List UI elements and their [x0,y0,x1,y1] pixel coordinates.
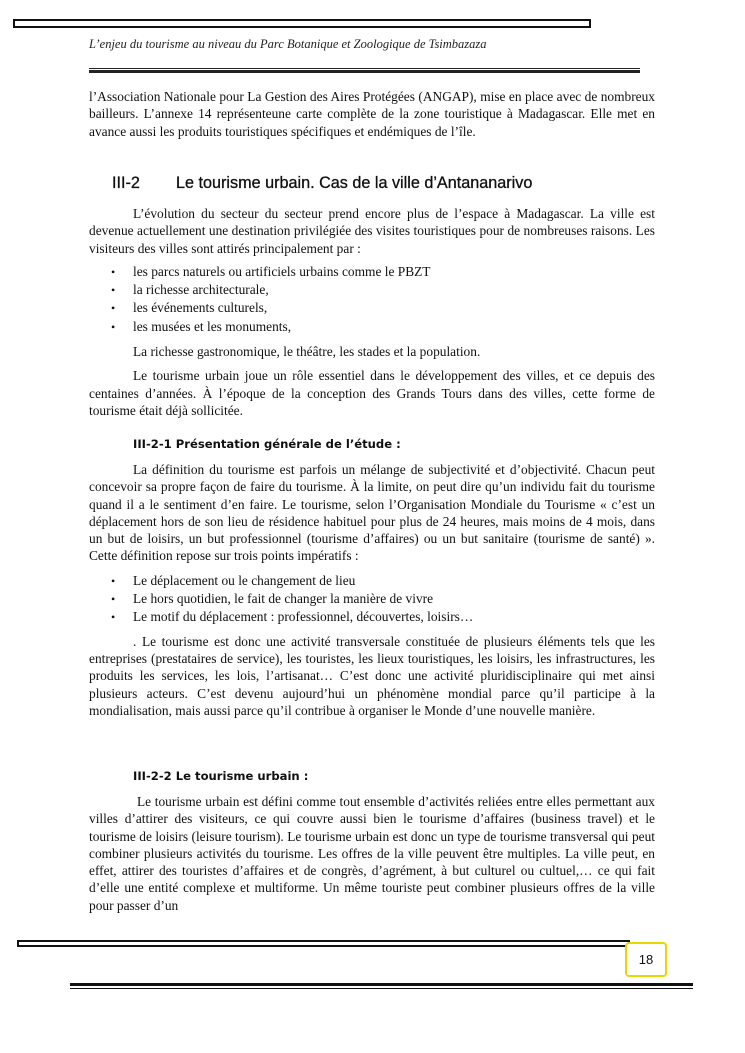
list-item: • Le motif du déplacement : professionnel, découvertes, loisirs… [89,608,655,626]
top-border-bar [13,19,591,28]
subsection-2-paragraph-1: Le tourisme urbain est défini comme tout ensemble d’activités reliées entre elles permettant aux villes d’attirer des visiteurs, ce qui couvre aussi bien le tourisme d’affaires (business travel) et le tourisme de loisirs (leisure tourism). Le tourisme urbain est donc un type de tourisme transversal qui peut combiner plusieurs activités du tourisme. Les offres de la ville peuvent être multiples. La ville peut, en effet, attirer des touristes d’affaires et de congrès, d’agrément, à but culturel ou cultuel,… ce qui fait d’elle une entité complexe et multiforme. Un même touriste peut combiner plusieurs offres de la ville pour passer d’un [89,794,655,913]
running-header: L’enjeu du tourisme au niveau du Parc Botanique et Zoologique de Tsimbazaza [89,37,487,51]
section-paragraph-2: La richesse gastronomique, le théâtre, les stades et la population. [133,344,481,360]
section-body [89,205,655,419]
bottom-border-bar [17,940,630,947]
section-title: Le tourisme urbain. Cas de la ville d’Antananarivo [176,174,533,192]
intro-paragraph: l’Association Nationale pour La Gestion des Aires Protégées (ANGAP), mise en place avec de nombreux bailleurs. L’annexe 14 représenteune carte complète de la zone touristique à Madagascar. Elle met en avance aussi les produits touristiques spécifiques et endémiques de l’île. [89,89,655,139]
section-heading [112,175,652,192]
subsection-1-paragraph-2: . Le tourisme est donc une activité transversale constituée de plusieurs éléments tels que les entreprises (prestataires de service), les touristes, les lieux touristiques, les loisirs, les infrastructures, les produits les services, les lois, l’artisanat… C’est donc une activité pluridisciplinaire qui met ainsi plusieurs acteurs. C’est devenu aujourd’hui un phénomène mondial parce qu’il participe à la mondialisation, mais aussi parce qu’il contribue à organiser le Monde d’une nouvelle manière. [89,633,655,718]
subsection-1-paragraph-1: La définition du tourisme est parfois un mélange de subjectivité et d’objectivité. Chacun peut concevoir sa propre façon de faire du tourisme. À la limite, on peut dire qu’un individu fait du tourisme quand il a le sentiment d’en faire. Le tourisme, selon l’Organisation Mondiale du Tourisme « c’est un déplacement hors de son lieu de résidence habituel pour plus de 24 heures, mais moins de 4 mois, dans un but de loisirs, un but professionnel (tourisme d’affaires) ou un but sanitaire (tourisme de santé) ». Cette définition repose sur trois points impératifs : [89,462,655,564]
list-item: • Le hors quotidien, le fait de changer la manière de vivre [89,590,655,608]
subsection-2-heading: III-2-2 Le tourisme urbain : [133,769,309,783]
footer-rule [70,983,693,989]
section-paragraph-1: L’évolution du secteur du secteur prend encore plus de l’espace à Madagascar. La ville est devenue actuellement une destination privilégiée des visites touristiques pour de nombreuses raisons. Les visiteurs des villes sont attirés principalement par : [89,206,655,256]
section-number: III-2 [112,174,140,192]
list-item: • les musées et les monuments, [89,318,655,336]
header-rule [89,68,640,73]
list-item: • Le déplacement ou le changement de lieu [89,572,655,590]
page-number: 18 [625,942,667,977]
subsection-2-heading-block [133,768,633,785]
subsection-2-body [89,793,655,914]
section-paragraph-3: Le tourisme urbain joue un rôle essentiel dans le développement des villes, et ce depuis des centaines d’années. À l’époque de la conception des Grands Tours dans des villes, cette forme de tourisme était déjà sollicitée. [89,368,655,418]
subsection-1-body [89,461,655,719]
attractions-list [89,263,655,336]
subsection-1-heading: III-2-1 Présentation générale de l’étude : [133,437,401,451]
subsection-1-heading-block [133,436,633,453]
list-item: • la richesse architecturale, [89,281,655,299]
criteria-list [89,572,655,627]
list-item: • les parcs naturels ou artificiels urbains comme le PBZT [89,263,655,281]
list-item: • les événements culturels, [89,299,655,317]
intro-paragraph-block [89,88,655,140]
